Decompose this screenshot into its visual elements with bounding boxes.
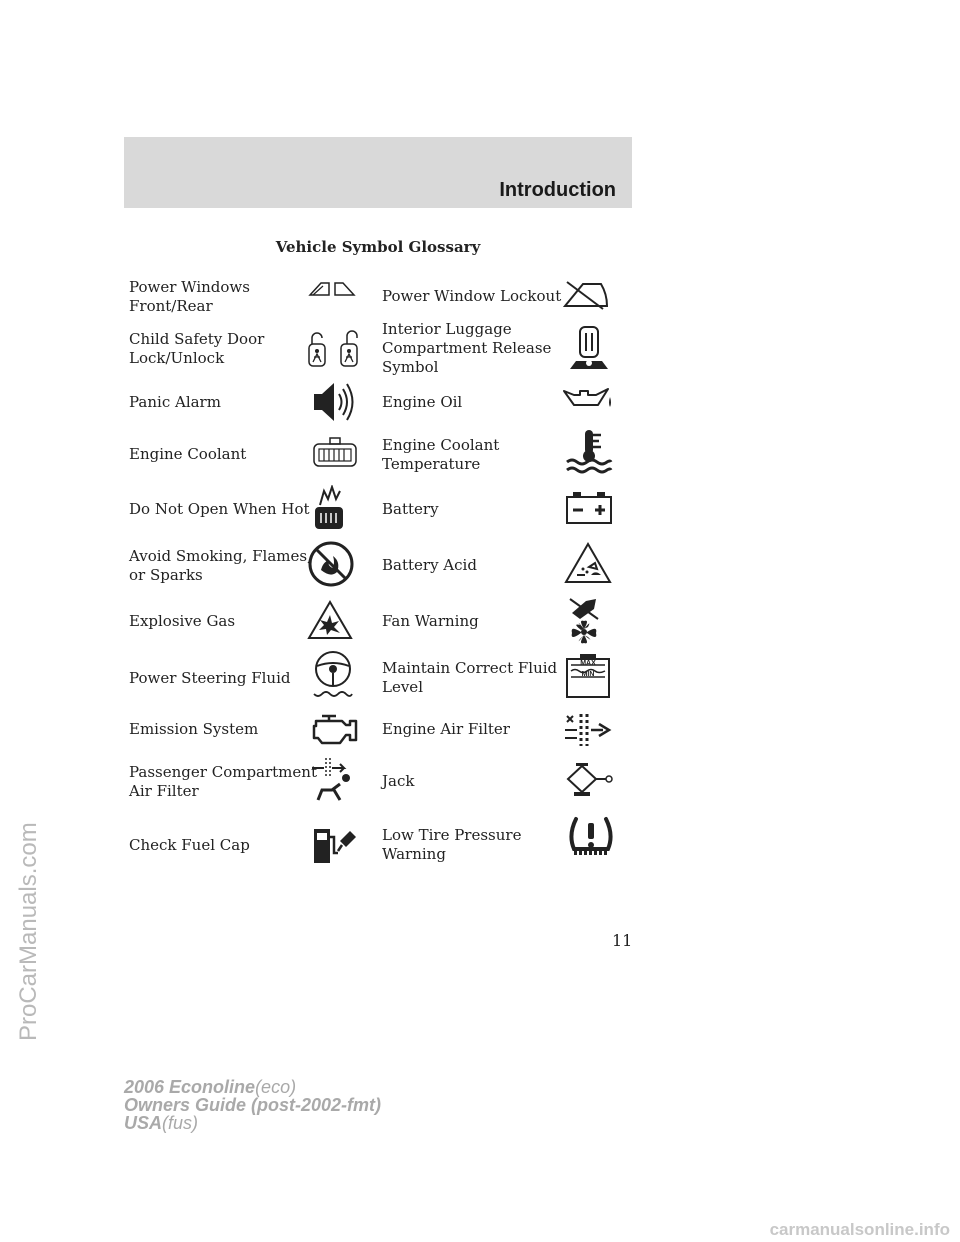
label-power-steering: Power Steering Fluid	[129, 669, 291, 687]
label-battery: Battery	[382, 500, 439, 518]
label-power-windows: Power Windows Front/Rear	[129, 278, 250, 315]
label-fluid-level: Maintain Correct Fluid Level	[382, 659, 558, 696]
coolant-temperature-icon	[565, 428, 613, 474]
label-coolant-temp: Engine Coolant Temperature	[382, 436, 500, 473]
label-luggage-release: Interior Luggage Compartment Release Symbol	[382, 320, 552, 376]
oil-can-icon	[562, 385, 614, 413]
label-jack: Jack	[382, 772, 415, 790]
glossary-title: Vehicle Symbol Glossary	[275, 238, 481, 256]
hot-radiator-icon	[312, 485, 346, 531]
label-emission: Emission System	[129, 720, 259, 738]
min-mark: MIN	[581, 671, 595, 678]
steering-wheel-icon	[312, 650, 354, 700]
label-fan-warning: Fan Warning	[382, 612, 479, 630]
label-avoid-smoking: Avoid Smoking, Flames, or Sparks	[129, 547, 312, 584]
air-filter-icon	[563, 712, 613, 748]
max-mark: MAX	[580, 660, 596, 667]
section-title: Introduction	[499, 179, 616, 201]
label-battery-acid: Battery Acid	[382, 556, 477, 574]
bottom-watermark: carmanualsonline.info	[769, 1220, 950, 1239]
footer-model: 2006 Econoline	[124, 1077, 256, 1097]
fluid-level-icon	[563, 653, 613, 699]
label-do-not-open: Do Not Open When Hot	[129, 500, 310, 518]
label-window-lockout: Power Window Lockout	[382, 287, 562, 305]
window-lockout-icon	[561, 280, 611, 310]
no-smoking-icon	[307, 540, 355, 588]
section-header	[124, 137, 632, 208]
engine-icon	[310, 712, 358, 746]
cabin-filter-icon	[310, 756, 356, 804]
page-number: 11	[612, 931, 633, 950]
child-lock-icon	[307, 330, 361, 372]
label-explosive-gas: Explosive Gas	[129, 612, 236, 630]
label-cabin-filter: Passenger Compartment Air Filter	[129, 763, 317, 800]
speaker-icon	[312, 379, 358, 425]
label-fuel-cap: Check Fuel Cap	[129, 836, 250, 854]
label-panic-alarm: Panic Alarm	[129, 393, 221, 411]
footer-model-code: (eco)	[255, 1077, 297, 1097]
explosive-icon	[307, 599, 353, 641]
footer	[124, 1078, 381, 1132]
battery-icon	[565, 490, 613, 526]
tire-pressure-icon	[566, 815, 616, 859]
fan-icon	[566, 595, 602, 645]
label-air-filter: Engine Air Filter	[382, 720, 510, 738]
coolant-reservoir-icon	[312, 437, 358, 469]
power-windows-icon	[307, 280, 359, 298]
footer-region-code: (fus)	[162, 1113, 199, 1133]
label-engine-coolant: Engine Coolant	[129, 445, 247, 463]
jack-icon	[562, 761, 614, 801]
footer-region: USA	[124, 1113, 163, 1133]
fuel-cap-icon	[312, 823, 358, 865]
footer-guide: Owners Guide (post-2002-fmt)	[124, 1095, 382, 1115]
label-child-lock: Child Safety Door Lock/Unlock	[129, 330, 265, 367]
luggage-release-icon	[566, 325, 612, 373]
battery-acid-icon	[563, 541, 613, 585]
side-watermark: ProCarManuals.com	[15, 822, 42, 1041]
label-engine-oil: Engine Oil	[382, 393, 463, 411]
label-tire-pressure: Low Tire Pressure Warning	[382, 826, 522, 863]
